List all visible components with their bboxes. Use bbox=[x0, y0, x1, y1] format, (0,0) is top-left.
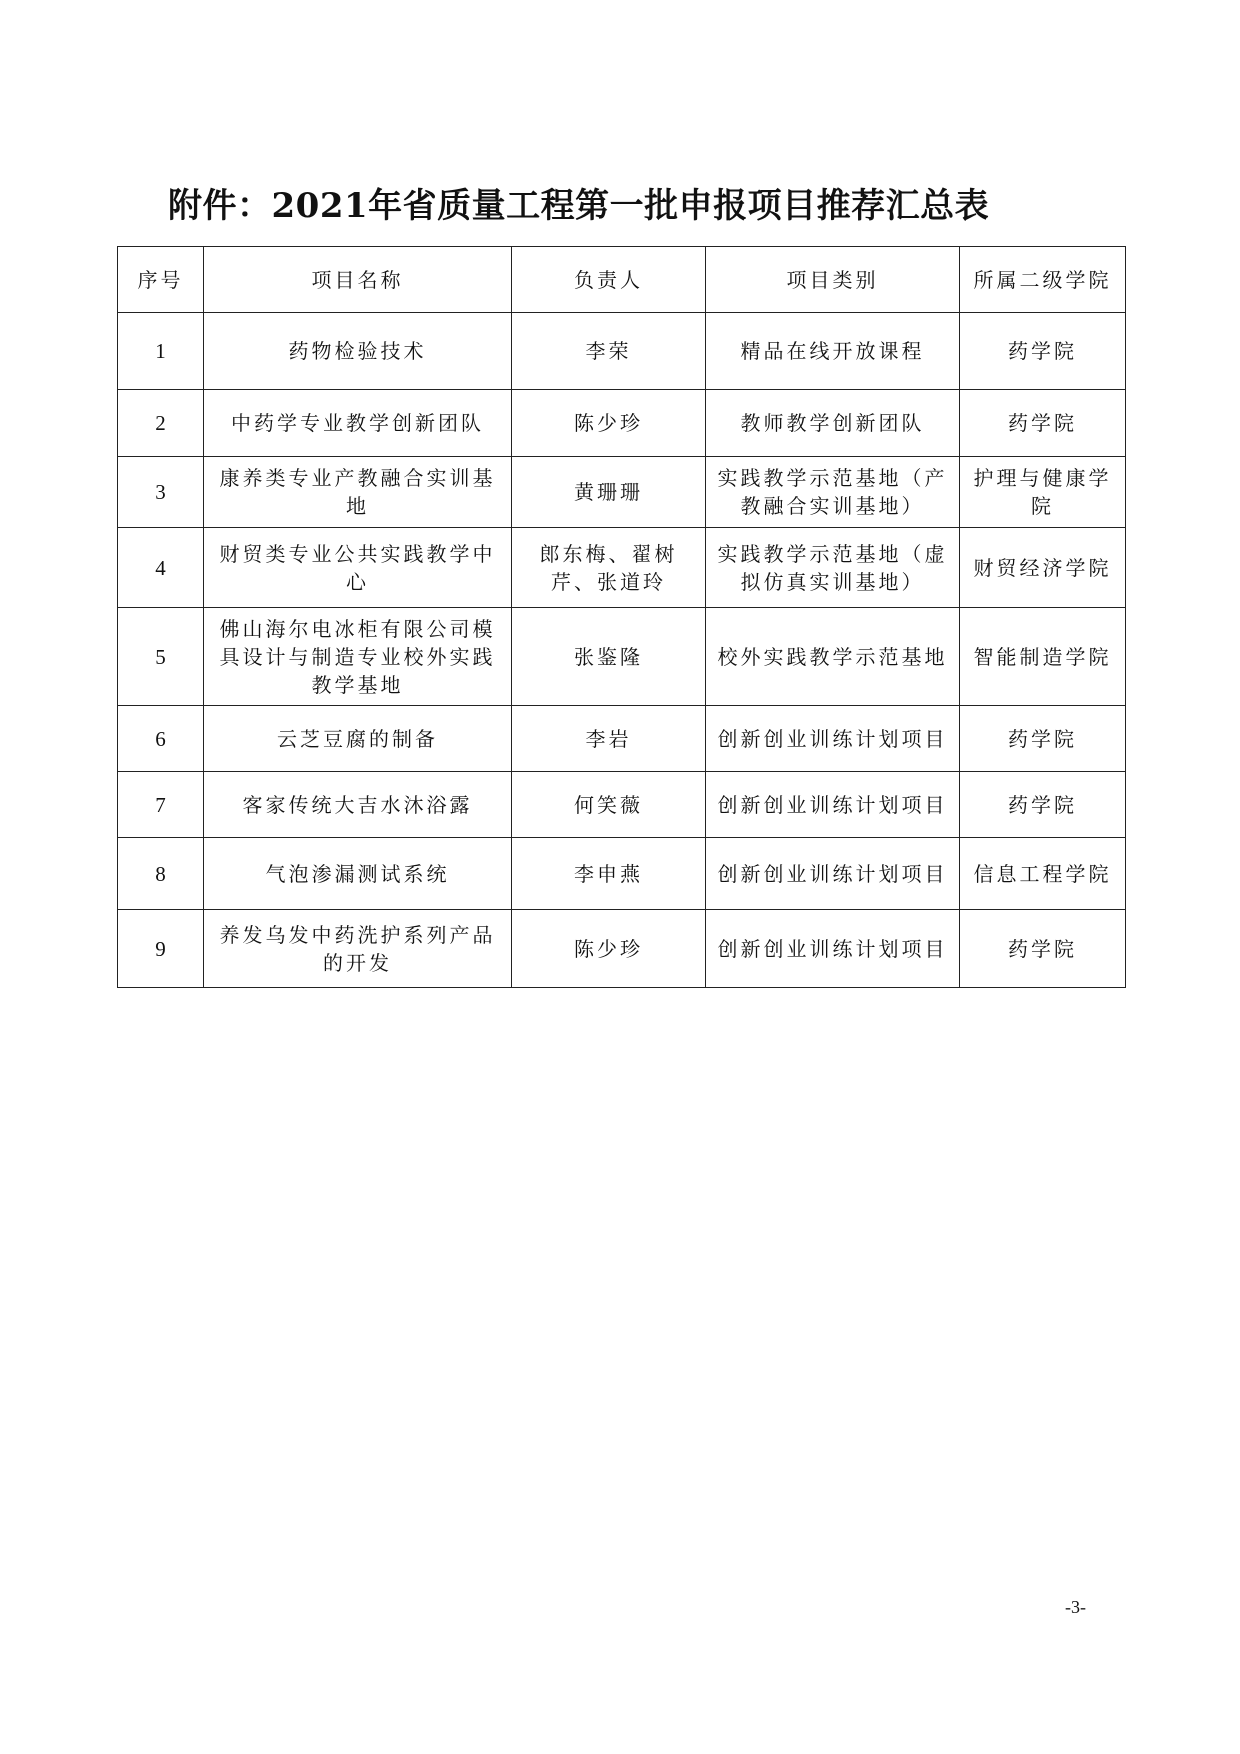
cell-project-name: 佛山海尔电冰柜有限公司模具设计与制造专业校外实践教学基地 bbox=[204, 608, 512, 706]
cell-college: 护理与健康学院 bbox=[960, 457, 1126, 528]
cell-leader: 李荣 bbox=[512, 313, 706, 390]
cell-leader: 何笑薇 bbox=[512, 772, 706, 838]
cell-project-category: 实践教学示范基地（虚拟仿真实训基地） bbox=[706, 528, 960, 608]
cell-serial: 5 bbox=[118, 608, 204, 706]
page-number: -3- bbox=[1065, 1597, 1086, 1617]
header-college: 所属二级学院 bbox=[960, 247, 1126, 313]
cell-project-category: 教师教学创新团队 bbox=[706, 390, 960, 457]
cell-project-category: 创新创业训练计划项目 bbox=[706, 838, 960, 910]
cell-college: 财贸经济学院 bbox=[960, 528, 1126, 608]
cell-project-name: 财贸类专业公共实践教学中心 bbox=[204, 528, 512, 608]
cell-leader: 张鉴隆 bbox=[512, 608, 706, 706]
cell-leader: 黄珊珊 bbox=[512, 457, 706, 528]
cell-project-category: 创新创业训练计划项目 bbox=[706, 706, 960, 772]
cell-leader: 陈少珍 bbox=[512, 910, 706, 988]
cell-project-name: 养发乌发中药洗护系列产品的开发 bbox=[204, 910, 512, 988]
table-row bbox=[118, 457, 1126, 528]
cell-project-name: 药物检验技术 bbox=[204, 313, 512, 390]
table-row bbox=[118, 838, 1126, 910]
cell-serial: 8 bbox=[118, 838, 204, 910]
cell-leader: 陈少珍 bbox=[512, 390, 706, 457]
cell-project-name: 中药学专业教学创新团队 bbox=[204, 390, 512, 457]
header-project-category: 项目类别 bbox=[706, 247, 960, 313]
document-title: 附件：2021年省质量工程第一批申报项目推荐汇总表 bbox=[168, 186, 990, 226]
cell-college: 药学院 bbox=[960, 772, 1126, 838]
cell-college: 药学院 bbox=[960, 390, 1126, 457]
cell-serial: 2 bbox=[118, 390, 204, 457]
cell-college: 药学院 bbox=[960, 910, 1126, 988]
project-summary-table bbox=[117, 246, 1126, 988]
cell-project-category: 创新创业训练计划项目 bbox=[706, 772, 960, 838]
cell-college: 药学院 bbox=[960, 706, 1126, 772]
table-header-row bbox=[118, 247, 1126, 313]
cell-serial: 4 bbox=[118, 528, 204, 608]
header-leader: 负责人 bbox=[512, 247, 706, 313]
cell-serial: 7 bbox=[118, 772, 204, 838]
table-row bbox=[118, 706, 1126, 772]
table-row bbox=[118, 772, 1126, 838]
cell-college: 信息工程学院 bbox=[960, 838, 1126, 910]
cell-serial: 3 bbox=[118, 457, 204, 528]
table-row bbox=[118, 390, 1126, 457]
cell-project-category: 实践教学示范基地（产教融合实训基地） bbox=[706, 457, 960, 528]
table-row bbox=[118, 910, 1126, 988]
cell-leader: 李岩 bbox=[512, 706, 706, 772]
cell-leader: 李申燕 bbox=[512, 838, 706, 910]
cell-serial: 9 bbox=[118, 910, 204, 988]
cell-project-name: 气泡渗漏测试系统 bbox=[204, 838, 512, 910]
table-row bbox=[118, 608, 1126, 706]
cell-project-name: 客家传统大吉水沐浴露 bbox=[204, 772, 512, 838]
cell-college: 智能制造学院 bbox=[960, 608, 1126, 706]
header-serial: 序号 bbox=[118, 247, 204, 313]
cell-college: 药学院 bbox=[960, 313, 1126, 390]
cell-project-name: 康养类专业产教融合实训基地 bbox=[204, 457, 512, 528]
cell-project-name: 云芝豆腐的制备 bbox=[204, 706, 512, 772]
cell-leader: 郎东梅、翟树芹、张道玲 bbox=[512, 528, 706, 608]
cell-project-category: 校外实践教学示范基地 bbox=[706, 608, 960, 706]
table-row bbox=[118, 528, 1126, 608]
header-project-name: 项目名称 bbox=[204, 247, 512, 313]
cell-project-category: 精品在线开放课程 bbox=[706, 313, 960, 390]
cell-serial: 6 bbox=[118, 706, 204, 772]
cell-project-category: 创新创业训练计划项目 bbox=[706, 910, 960, 988]
table-row bbox=[118, 313, 1126, 390]
cell-serial: 1 bbox=[118, 313, 204, 390]
